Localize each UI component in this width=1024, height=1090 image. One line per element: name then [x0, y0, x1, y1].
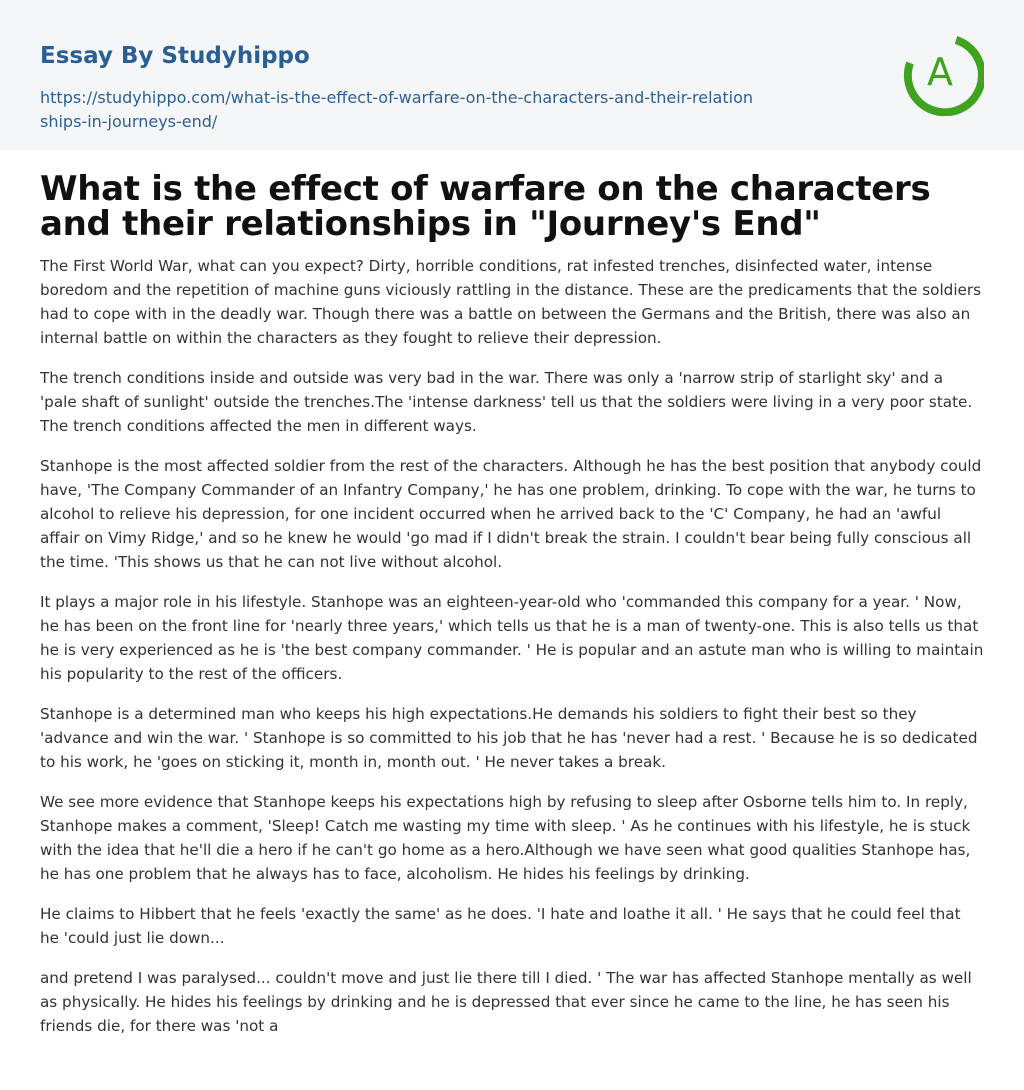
site-header: [0, 0, 1024, 150]
studyhippo-logo-icon[interactable]: [898, 30, 984, 116]
site-brand: Essay By Studyhippo: [40, 43, 310, 69]
article-paragraph: The trench conditions inside and outside was very bad in the war. There was only a 'narrow strip of starlight sky' and a 'pale shaft of sunlight' outside the trenches.The 'intense darkness' tell us that the soldiers were living in a very poor state. The trench conditions affected the men in different ways.: [40, 369, 973, 435]
article: [0, 150, 1024, 1038]
article-paragraph: Stanhope is the most affected soldier from the rest of the characters. Although he has the best position that anybody could have, 'The Company Commander of an Infantry Company,' he has one problem, drinking. To cope with the war, he turns to alcohol to relieve his depression, for one incident occurred when he arrived back to the 'C' Company, he had an 'awful affair on Vimy Ridge,' and so he knew he would 'go mad if I didn't break the strain. I couldn't bear being fully conscious all the time. 'This shows us that he can not live without alcohol.: [40, 457, 982, 571]
logo-letter: A: [927, 50, 953, 94]
article-paragraph: It plays a major role in his lifestyle. Stanhope was an eighteen-year-old who 'commanded this company for a year. ' Now, he has been on the front line for 'nearly three years,' which tells us that he is a man of twenty-one. This is also tells us that he is very experienced as he is 'the best company commander. ' He is popular and an astute man who is willing to maintain his popularity to the rest of the officers.: [40, 593, 984, 683]
article-paragraph: We see more evidence that Stanhope keeps his expectations high by refusing to sleep after Osborne tells him to. In reply, Stanhope makes a comment, 'Sleep! Catch me wasting my time with sleep. ' As he continues with his lifestyle, he is stuck with the idea that he'll die a hero if he can't go home as a hero.Although we have seen what good qualities Stanhope has, he has one problem that he always has to face, alcoholism. He hides his feelings by drinking.: [40, 793, 971, 883]
article-url-link[interactable]: https://studyhippo.com/what-is-the-effect-of-warfare-on-the-characters-and-their-relationships-in-journeys-end/: [40, 88, 753, 131]
article-paragraph: He claims to Hibbert that he feels 'exactly the same' as he does. 'I hate and loathe it all. ' He says that he could feel that he 'could just lie down...: [40, 905, 961, 947]
article-paragraph: and pretend I was paralysed... couldn't move and just lie there till I died. ' The war has affected Stanhope mentally as well as physically. He hides his feelings by drinking and he is depressed that ever since he came to the line, he has seen his friends die, for there was 'not a: [40, 969, 972, 1035]
article-paragraph: Stanhope is a determined man who keeps his high expectations.He demands his soldiers to fight their best so they 'advance and win the war. ' Stanhope is so committed to his job that he has 'never had a rest. ' Because he is so dedicated to his work, he 'goes on sticking it, month in, month out. ' He never takes a break.: [40, 705, 978, 771]
article-paragraph: The First World War, what can you expect? Dirty, horrible conditions, rat infested trenches, disinfected water, intense boredom and the repetition of machine guns viciously rattling in the distance. These are the predicaments that the soldiers had to cope with in the deadly war. Though there was a battle on between the Germans and the British, there was also an internal battle on within the characters as they fought to relieve their depression.: [40, 257, 982, 347]
article-title: What is the effect of warfare on the characters and their relationships in "Journey's End": [40, 169, 931, 244]
